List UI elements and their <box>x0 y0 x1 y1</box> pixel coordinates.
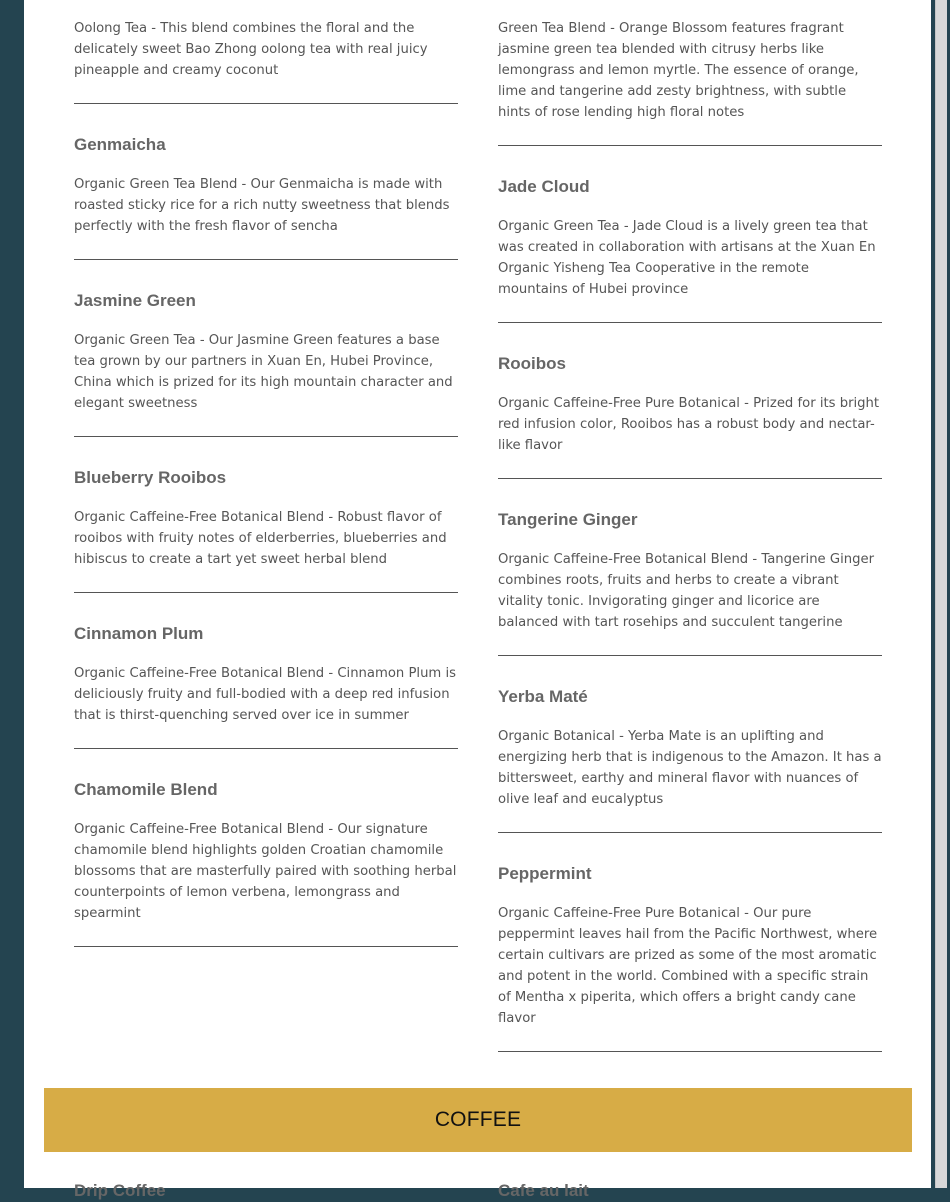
menu-item-description: Organic Caffeine-Free Botanical Blend - Tangerine Ginger combines roots, fruits and herbs to create a vibrant vitality tonic. Invigorating ginger and licorice are balanced with tart rosehips and succulent tangerine <box>498 552 875 630</box>
menu-item-title: Tangerine Ginger <box>498 510 638 529</box>
menu-item-chamomile-blend <box>74 779 458 947</box>
scrollbar-thumb[interactable] <box>935 0 947 1188</box>
scrollbar[interactable] <box>931 0 950 1188</box>
coffee-item-title: Drip Coffee <box>74 1181 166 1200</box>
menu-item-description: Organic Green Tea - Jade Cloud is a lively green tea that was created in collaboration with artisans at the Xuan En Organic Yisheng Tea Cooperative in the remote mountains of Hubei province <box>498 219 876 297</box>
menu-item-description: Green Tea Blend - Orange Blossom features fragrant jasmine green tea blended with citrusy herbs like lemongrass and lemon myrtle. The essence of orange, lime and tangerine add zesty brightness, with subtle hints of rose lending high floral notes <box>498 21 859 120</box>
menu-item-title: Peppermint <box>498 864 592 883</box>
menu-item-description: Organic Botanical - Yerba Mate is an uplifting and energizing herb that is indigenous to the Amazon. It has a bittersweet, earthy and mineral flavor with nuances of olive leaf and eucalyptus <box>498 729 882 807</box>
menu-item-rooibos <box>498 353 882 479</box>
menu-item-title: Blueberry Rooibos <box>74 468 227 487</box>
coffee-section-header <box>44 1088 912 1152</box>
menu-item-description: Organic Caffeine-Free Botanical Blend - Our signature chamomile blend highlights golden Croatian chamomile blossoms that are masterfully paired with soothing herbal counterpoints of lemon verbena, lemongrass and spearmint <box>74 822 457 921</box>
menu-item-title: Jade Cloud <box>498 177 590 196</box>
menu-item-title: Yerba Maté <box>498 687 588 706</box>
menu-item-description: Organic Caffeine-Free Botanical Blend - Cinnamon Plum is deliciously fruity and full-bodied with a deep red infusion that is thirst-quenching served over ice in summer <box>74 666 456 723</box>
menu-item-jasmine-green <box>74 290 458 437</box>
menu-item-tropical-coconut <box>74 0 458 104</box>
menu-item-title: Rooibos <box>498 354 566 373</box>
menu-item-description: Oolong Tea - This blend combines the floral and the delicately sweet Bao Zhong oolong tea with real juicy pineapple and creamy coconut <box>74 21 428 78</box>
coffee-item-title: Cafe au lait <box>498 1181 589 1200</box>
menu-item-title: Cinnamon Plum <box>74 624 204 643</box>
menu-item-title: Chamomile Blend <box>74 780 218 799</box>
menu-item-description: Organic Caffeine-Free Pure Botanical - Our pure peppermint leaves hail from the Pacific Northwest, where certain cultivars are prized as some of the most aromatic and potent in the world. Combined with a specific strain of Mentha x piperita, which offers a bright candy cane flavor <box>498 906 878 1026</box>
menu-item-cinnamon-plum <box>74 623 458 749</box>
menu-item-title: Jasmine Green <box>74 291 196 310</box>
menu-item-title: Genmaicha <box>74 135 166 154</box>
tea-column-right <box>498 0 882 1082</box>
tea-column-left <box>74 0 458 977</box>
menu-item-tangerine-ginger <box>498 509 882 656</box>
menu-panel <box>24 0 931 1200</box>
menu-item-peppermint <box>498 863 882 1052</box>
menu-item-genmaicha <box>74 134 458 260</box>
menu-item-orange-blossom <box>498 0 882 146</box>
menu-item-yerba-mate <box>498 686 882 833</box>
menu-item-description: Organic Caffeine-Free Pure Botanical - Prized for its bright red infusion color, Rooibos has a robust body and nectar-like flavor <box>498 396 880 453</box>
menu-item-blueberry-rooibos <box>74 467 458 593</box>
menu-item-jade-cloud <box>498 176 882 323</box>
menu-item-description: Organic Green Tea Blend - Our Genmaicha is made with roasted sticky rice for a rich nutty sweetness that blends perfectly with the fresh flavor of sencha <box>74 177 450 234</box>
menu-item-description: Organic Green Tea - Our Jasmine Green features a base tea grown by our partners in Xuan En, Hubei Province, China which is prized for its high mountain character and elegant sweetness <box>74 333 453 411</box>
coffee-section-title: COFFEE <box>434 1108 522 1131</box>
menu-item-description: Organic Caffeine-Free Botanical Blend - Robust flavor of rooibos with fruity notes of elderberries, blueberries and hibiscus to create a tart yet sweet herbal blend <box>74 510 447 567</box>
